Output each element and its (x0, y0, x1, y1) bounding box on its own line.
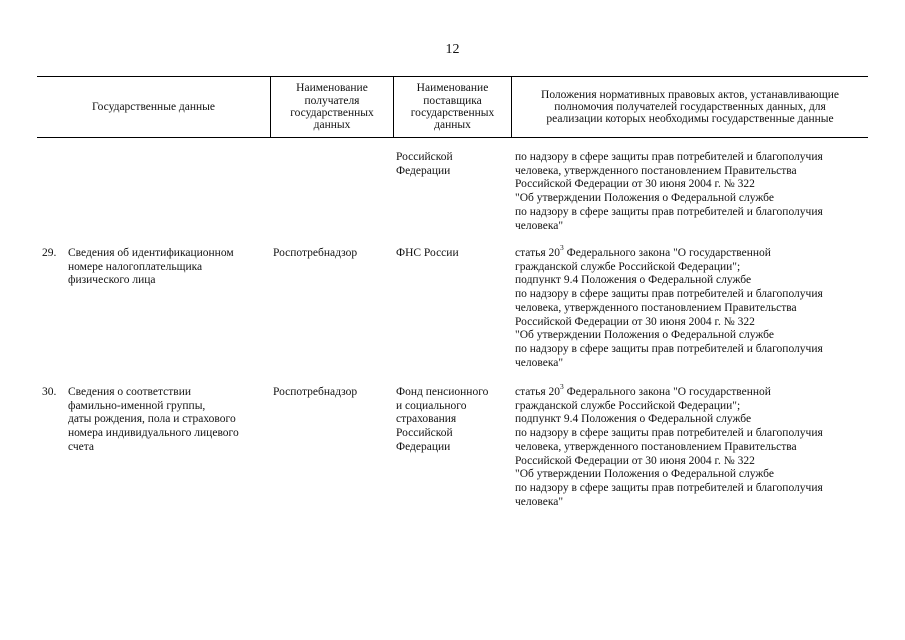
table-header (37, 76, 868, 138)
row-legal-provisions: по надзору в сфере защиты прав потребителей и благополучия человека, утвержденного постановлением Правительства Российской Федерации от 30 июня 2004 г. № 322 "Об утверждении Положения о Федеральной службе по надзору в сфере защиты прав потребителей и благополучия человека" (515, 151, 823, 232)
header-legal-provisions: Положения нормативных правовых актов, устанавливающие полномочия получателей государственных данных, для реализации которых необходимы государственные данные (511, 77, 868, 137)
row-number: 29. (42, 247, 57, 259)
row-supplier: ФНС России (396, 247, 459, 259)
row-receiver: Роспотребнадзор (273, 386, 358, 398)
row-legal-provisions: статья $20^3$ Федерального закона "О государственной гражданской службе Российской Федерации"; подпункт 9.4 Положения о Федеральной службе по надзору в сфере защиты прав потребителей и благополучия человека, утвержденного постановлением Правительства Российской Федерации от 30 июня 2004 г. № 322 "Об утверждении Положения о Федеральной службе по надзору в сфере защиты прав потребителей и благополучия человека" (515, 382, 823, 508)
header-supplier: Наименование поставщика государственных данных (393, 77, 511, 137)
row-state-data: Сведения о соответствии фамильно-именной группы, даты рождения, пола и страхового номера индивидуального лицевого счета (68, 386, 239, 453)
row-receiver: Роспотребнадзор (273, 247, 358, 259)
page-number: 12 (445, 42, 460, 57)
header-receiver: Наименование получателя государственных данных (270, 77, 393, 137)
row-supplier: Фонд пенсионного и социального страхования Российской Федерации (396, 386, 489, 453)
row-supplier: Российской Федерации (396, 151, 453, 177)
row-number: 30. (42, 386, 57, 398)
header-state-data: Государственные данные (91, 100, 216, 113)
row-legal-provisions: статья $20^3$ Федерального закона "О государственной гражданской службе Российской Федерации"; подпункт 9.4 Положения о Федеральной службе по надзору в сфере защиты прав потребителей и благополучия человека, утвержденного постановлением Правительства Российской Федерации от 30 июня 2004 г. № 322 "Об утверждении Положения о Федеральной службе по надзору в сфере защиты прав потребителей и благополучия человека" (515, 243, 823, 369)
row-state-data: Сведения об идентификационном номере налогоплательщика физического лица (68, 247, 234, 287)
